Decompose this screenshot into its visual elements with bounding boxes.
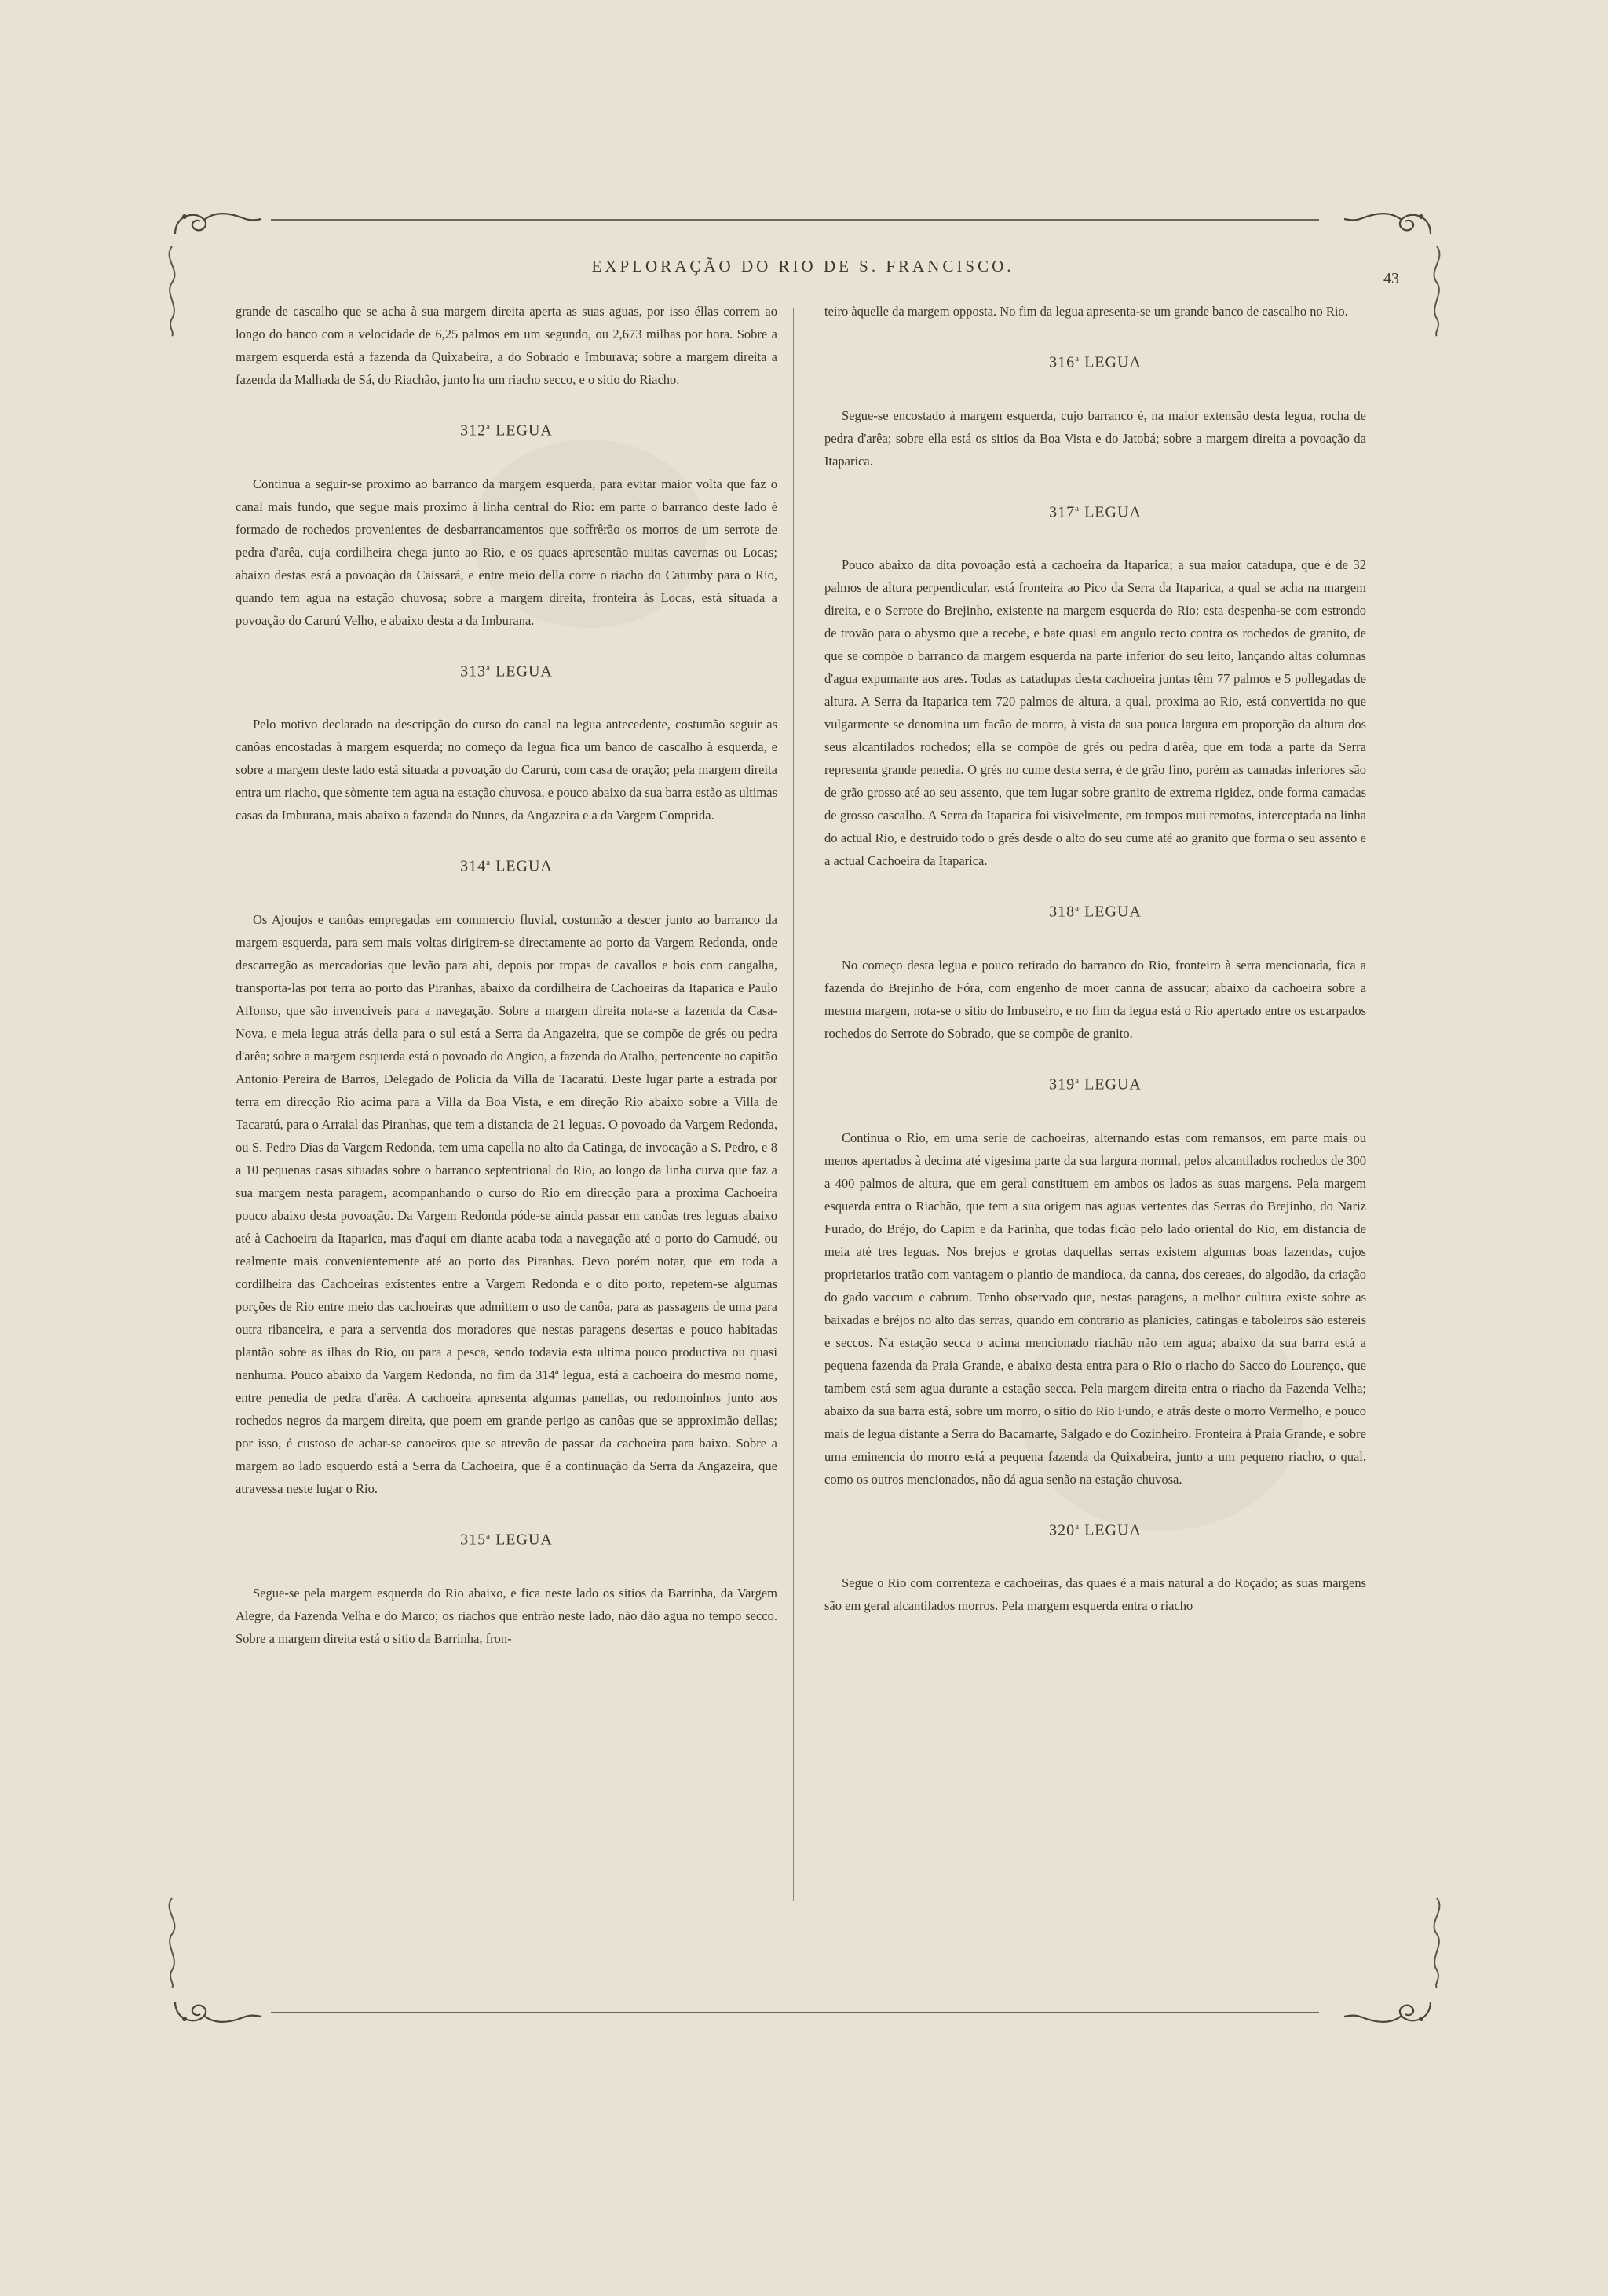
ordinal-mark: a [486, 858, 492, 868]
section-text-317: Pouco abaixo da dita povoação está a cachoeira da Itaparica; a sua maior catadupa, que é de 32 palmos de altura perpendicular, está fronteira ao Pico da Serra da Itaparica, a qual se acha na margem direita, e o Serrote do Brejinho, existente na margem esquerda do Rio: esta despenha-se com estrondo de trovão para o abysmo que a recebe, e bate quasi em angulo recto contra os rochedos de granito, de que se compõe o barranco da margem esquerda na parte inferior do seu leito, lançando altas columnas d'agua expumante aos ares. Todas as catadupas desta cachoeira juntas têm 77 palmos e 5 pollegadas de altura. A Serra da Itaparica tem 720 palmos de altura, a qual, proxima ao Rio, está convertida no que vulgarmente se denomina um facão de morro, à vista da sua pouca largura em proporção da altura dos seus alcantilados rochedos; ella se compõe de grés ou pedra d'arêa, que em toda a parte da Serra representa grande penedia. O grés no cume desta serra, é de grão fino, porém as camadas inferiores são de grão grosso até ao seu assento, que tem lugar sobre granito de extrema rigidez, onde forma camadas de grosso cascalho. A Serra da Itaparica foi visivelmente, em tempos mui remotos, interceptada na linha do actual Rio, e destruido todo o grés desde o alto do seu cume até ao granito que forma o seu assento e a actual Cachoeira da Itaparica. [824, 557, 1366, 869]
ordinal-mark: a [1075, 1075, 1080, 1086]
left-intro-paragraph: grande de cascalho que se acha à sua margem direita aperta as suas aguas, por isso éllas correm ao longo do banco com a velocidade de 6,25 palmos em um segundo, ou 2,673 milhas por hora. Sobre a margem esquerda está a fazenda da Quixabeira, a do Sobrado e Imburava; sobre a margem direita a fazenda da Malhada de Sá, do Riachão, junto ha um riacho secco, e o sitio do Riacho. [236, 304, 777, 387]
section-number: 317 [1049, 503, 1076, 521]
section-heading-319 [824, 1070, 1366, 1097]
section-heading-314 [236, 852, 777, 878]
scroll-ornament-icon [169, 203, 263, 250]
section-title: LEGUA [495, 663, 553, 681]
column-divider [793, 308, 794, 1901]
section-text-319: Continua o Rio, em uma serie de cachoeiras, alternando estas com remansos, em parte mais ou menos apertados à decima até vigesima parte da sua largura normal, pelos alcantilados rochedos de 300 a 400 palmos de altura, que em geral constituem em ambos os lados as suas margens. Pela margem esquerda entra o Riachão, que tem a sua origem nas aguas vertentes das Serras do Brejinho, do Nariz Furado, do Bréjo, do Capim e da Farinha, que todas ficão pelo lado oriental do Rio, em distancia de meia até tres leguas. Nos brejos e grotas daquellas serras existem algumas boas fazendas, cujos proprietarios tratão com vantagem o plantio de mandioca, da canna, dos cereaes, do algodão, da criação do gado vaccum e cabrum. Tenho observado que, nestas paragens, a melhor cultura existe sobre as baixadas e bréjos no alto das serras, quando em contrario as planicies, catingas e taboleiros são estereis e seccos. Na estação secca o acima mencionado riachão não tem agua; abaixo da sua barra está a pequena fazenda da Praia Grande, e abaixo desta entra para o Rio o riacho do Sacco do Lourenço, que tambem está sem agua durante a estação secca. Pela margem direita entra o riacho da Fazenda Velha; abaixo da sua barra está, sobre um morro, o sitio do Rio Fundo, e atrás deste o morro Vermelho, e pouco mais de legua distante a Serra do Bacamarte, Salgado e do Cozinheiro. Fronteira à Praia Grande, e sobre uma eminencia do morro está a pequena fazenda da Quixabeira, junto a um pequeno riacho, o qual, como os outros mencionados, não dá agua senão na estação chuvosa. [824, 1130, 1366, 1487]
ordinal-mark: a [486, 1531, 492, 1541]
left-column [236, 300, 777, 1650]
section-title: LEGUA [495, 1531, 553, 1549]
section-text-318: No começo desta legua e pouco retirado do barranco do Rio, fronteiro à serra mencionada, fica a fazenda do Brejinho de Fóra, com engenho de moer canna de assucar; abaixo da cachoeira sobre a mesma margem, nota-se o sitio do Imbuseiro, e no fim da legua está o Rio apertado entre os escarpados rochedos do Serrote do Sobrado, que se compõe de granito. [824, 957, 1366, 1041]
scroll-ornament-icon [1343, 1986, 1437, 2033]
section-title: LEGUA [1084, 503, 1142, 521]
scroll-ornament-icon [169, 1986, 263, 2033]
running-head: EXPLORAÇÃO DO RIO DE S. FRANCISCO. [591, 257, 1014, 276]
section-title: LEGUA [1084, 903, 1142, 921]
section-number: 319 [1049, 1075, 1076, 1093]
section-heading-317 [824, 498, 1366, 524]
page-frame [169, 214, 1437, 2020]
section-title: LEGUA [1084, 353, 1142, 371]
section-text-312: Continua a seguir-se proximo ao barranco da margem esquerda, para evitar maior volta que faz o canal mais fundo, que segue mais proximo à linha central do Rio: em parte o barranco deste lado é formado de rochedos provenientes de desbarrancamentos que soffrêrão os morros de um serrote de pedra d'arêa, cuja cordilheira chega junto ao Rio, e os quaes apresentão muitas cavernas ou Locas; abaixo destas está a povoação da Caissará, e entre meio della corre o riacho do Catumby para o Rio, quando tem agua na estação chuvosa; sobre a margem direita, fronteira às Locas, está situada a povoação do Carurú Velho, e abaixo desta a da Imburana. [236, 476, 777, 628]
section-heading-313 [236, 657, 777, 684]
section-title: LEGUA [495, 857, 553, 875]
section-number: 320 [1049, 1521, 1076, 1539]
right-intro-paragraph: teiro àquelle da margem opposta. No fim da legua apresenta-se um grande banco de cascalho no Rio. [824, 304, 1348, 319]
section-number: 316 [1049, 353, 1076, 371]
ordinal-mark: a [1075, 503, 1080, 513]
ordinal-mark: a [1075, 354, 1080, 363]
ordinal-mark: a [1075, 903, 1080, 914]
section-heading-320 [824, 1516, 1366, 1542]
section-number: 314 [460, 857, 487, 875]
section-number: 315 [460, 1531, 487, 1549]
section-number: 318 [1049, 903, 1076, 921]
top-rule [271, 219, 1319, 221]
section-heading-316 [824, 348, 1366, 374]
section-title: LEGUA [495, 422, 553, 440]
scroll-ornament-icon [1426, 1895, 1448, 1989]
section-heading-315 [236, 1525, 777, 1552]
section-text-315: Segue-se pela margem esquerda do Rio abaixo, e fica neste lado os sitios da Barrinha, da Vargem Alegre, da Fazenda Velha e do Marco; os riachos que entrão neste lado, não dão agua no tempo secco. Sobre a margem direita está o sitio da Barrinha, fron- [236, 1585, 777, 1646]
right-column [824, 300, 1366, 1617]
section-heading-312 [236, 416, 777, 443]
section-heading-318 [824, 897, 1366, 924]
section-number: 312 [460, 422, 487, 440]
section-title: LEGUA [1084, 1075, 1142, 1093]
section-text-314: Os Ajoujos e canôas empregadas em commercio fluvial, costumão a descer junto ao barranco da margem esquerda, para sem mais voltas dirigirem-se directamente ao porto da Vargem Redonda, onde descarregão as mercadorias que levão para ahi, depois por tropas de cavallos e bois com cangalha, transporta-las por terra ao porto das Piranhas, abaixo da cordilheira de Cachoeiras da Itaparica e Paulo Affonso, que são invenciveis para a navegação. Sobre a margem direita nota-se a fazenda da Casa-Nova, e meia legua atrás della para o sul está a Serra da Angazeira, que se compõe de grés ou pedra d'arêa; sobre a margem esquerda está o povoado do Angico, a fazenda do Atalho, pertencente ao capitão Antonio Pereira de Barros, Delegado de Policia da Villa de Tacaratú. Deste lugar parte a estrada por terra em direcção Rio acima para a Villa da Boa Vista, e em direção Rio abaixo sobre a Villa de Tacaratú, para o Arraial das Piranhas, que tem a distancia de 21 leguas. O povoado da Vargem Redonda, ou S. Pedro Dias da Vargem Redonda, tem uma capella no alto da Catinga, de invocação a S. Pedro, e 8 a 10 pequenas casas situadas sobre o barranco septentrional do Rio, ao longo da linha curva que faz a sua margem nesta paragem, acompanhando o curso do Rio em direcção para a proxima Cachoeira pouco abaixo desta povoação. Da Vargem Redonda póde-se ainda passar em canôas tres leguas abaixo até à Cachoeira da Itaparica, mas d'aqui em diante acaba toda a navegação até o porto do Camudé, ou realmente mais convenientemente até ao porto das Piranhas. Devo porém notar, que em toda a cordilheira das Cachoeiras existentes entre a Vargem Redonda e o dito porto, repetem-se algumas porções de Rio entre meio das cachoeiras que admittem o uso de canôa, para as passagens de uma para outra ribanceira, e para a serventia dos moradores que nestas paragens desertas e pouco habitadas plantão sobre as ilhas do Rio, ou para a pesca, sendo todavia esta ultima pouco productiva ou quasi nenhuma. Pouco abaixo da Vargem Redonda, no fim da 314ª legua, está a cachoeira do mesmo nome, entre penedia de pedra d'arêa. A cachoeira apresenta algumas panellas, ou redomoinhos junto aos rochedos negros da margem direita, que poem em grande perigo as canôas que se approximão dellas; por isso, é custoso de achar-se canoeiros que se atrevão de passar da cachoeira para baixo. Sobre a margem ao lado esquerdo está a Serra da Cachoeira, que é a continuação da Serra da Angazeira, que atravessa neste lugar o Rio. [236, 911, 777, 1496]
section-text-316: Segue-se encostado à margem esquerda, cujo barranco é, na maior extensão desta legua, rocha de pedra d'arêa; sobre ella está os sitios da Boa Vista e do Jatobá; sobre a margem direita a povoação da Itaparica. [824, 407, 1366, 469]
scroll-ornament-icon [161, 1895, 183, 1989]
ordinal-mark: a [1075, 1521, 1080, 1531]
section-number: 313 [460, 663, 487, 681]
section-text-313: Pelo motivo declarado na descripção do curso do canal na legua antecedente, costumão seguir as canôas encostadas à margem esquerda; no começo da legua fica um banco de cascalho à esquerda, e sobre a margem deste lado está situada a povoação do Carurú, com casa de oração; pela margem direita entra um riacho, que sòmente tem agua na estação chuvosa, e pouco abaixo da sua barra estão as ultimas casas da Imburana, mais abaixo a fazenda do Nunes, da Angazeira e a da Vargem Comprida. [236, 717, 777, 823]
bottom-rule [271, 2012, 1319, 2013]
ordinal-mark: a [486, 422, 492, 432]
page-number: 43 [1383, 270, 1399, 287]
section-title: LEGUA [1084, 1521, 1142, 1539]
ordinal-mark: a [486, 663, 492, 673]
scroll-ornament-icon [1343, 203, 1437, 250]
section-text-320: Segue o Rio com correnteza e cachoeiras, das quaes é a mais natural a do Roçado; as suas margens são em geral alcantilados morros. Pela margem esquerda entra o riacho [824, 1575, 1366, 1614]
